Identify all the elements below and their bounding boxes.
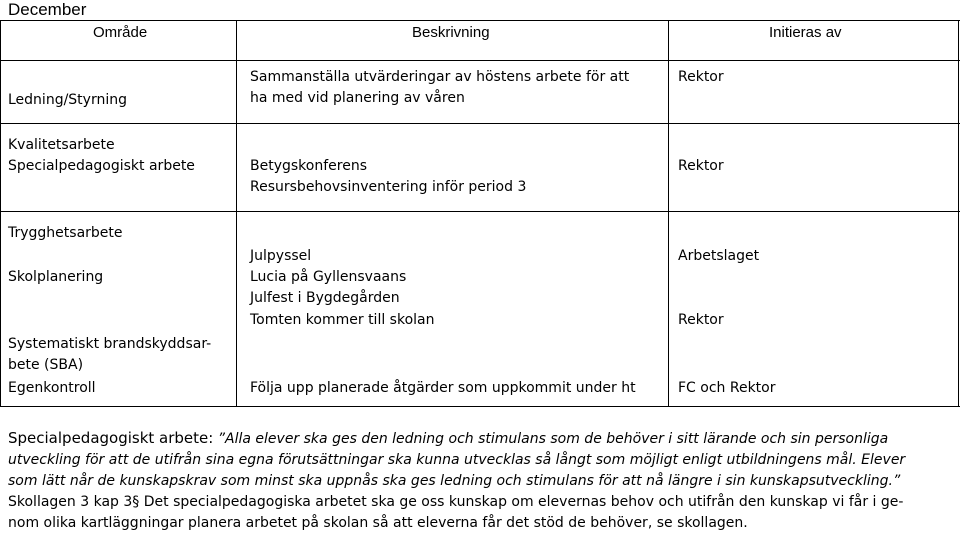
row2-description-line1: Betygskonferens	[250, 158, 367, 174]
table-border-right	[958, 20, 959, 407]
row3-area-line5: Egenkontroll	[8, 380, 96, 396]
note-law-line1: Skollagen 3 kap 3§ Det specialpedagogiska arbetet ska ge oss kunskap om elevernas behov och utifrån den kunskap vi får i ge-	[8, 494, 904, 510]
note-quote-line1: ”Alla elever ska ges den ledning och stimulans som de behöver i sitt lärande och sin personliga	[217, 431, 889, 447]
table-col-divider-2	[668, 20, 669, 407]
note-quote-line2: utveckling för att de utifrån sina egna förutsättningar ska kunna utvecklas så långt som möjligt enligt utbildningens mål. Elever	[8, 452, 906, 468]
row2-description-line2: Resursbehovsinventering inför period 3	[250, 179, 527, 195]
note-law-line2: nom olika kartläggningar planera arbetet på skolan så att eleverna får det stöd de behöver, se skollagen.	[8, 515, 748, 531]
table-divider-header	[0, 60, 960, 61]
table-col-divider-1	[236, 20, 237, 407]
row1-area: Ledning/Styrning	[8, 92, 127, 108]
row3-area-line1: Trygghetsarbete	[8, 225, 123, 241]
row3-description-line5: Följa upp planerade åtgärder som uppkommit under ht	[250, 380, 636, 396]
note-quote-line3: som lätt når de kunskapskrav som minst ska uppnås ska ges ledning och stimulans för att nå längre i sin kunskapsutveckling.”	[8, 473, 901, 489]
row2-initiated-by: Rektor	[678, 158, 724, 174]
row3-initiated-by-line3: FC och Rektor	[678, 380, 776, 396]
row1-description-line1: Sammanställa utvärderingar av höstens arbete för att	[250, 69, 630, 85]
note-label: Specialpedagogiskt arbete:	[8, 429, 214, 447]
row3-description-line4: Tomten kommer till skolan	[250, 312, 435, 328]
row3-description-line1: Julpyssel	[250, 248, 312, 264]
row3-initiated-by-line2: Rektor	[678, 312, 724, 328]
row3-description-line2: Lucia på Gyllensvaans	[250, 269, 407, 285]
table-divider-row2	[0, 211, 960, 212]
row1-description-line2: ha med vid planering av våren	[250, 90, 465, 106]
header-description: Beskrivning	[412, 24, 490, 41]
row1-initiated-by: Rektor	[678, 69, 724, 85]
table-divider-row1	[0, 123, 960, 124]
table-border-top	[0, 20, 960, 21]
row3-area-line3: Systematiskt brandskyddsar-	[8, 336, 212, 352]
header-area: Område	[93, 24, 148, 41]
row3-initiated-by-line1: Arbetslaget	[678, 248, 760, 264]
row3-area-line2: Skolplanering	[8, 269, 104, 285]
page-title: December	[8, 0, 87, 19]
special-education-note	[8, 428, 956, 534]
row3-description-line3: Julfest i Bygdegården	[250, 290, 400, 306]
row2-area-line1: Kvalitetsarbete	[8, 137, 115, 153]
header-initiated-by: Initieras av	[769, 24, 842, 41]
row3-area-line4: bete (SBA)	[8, 357, 84, 373]
row2-area-line2: Specialpedagogiskt arbete	[8, 158, 195, 174]
table-border-left	[0, 20, 1, 407]
table-border-bottom	[0, 406, 960, 407]
